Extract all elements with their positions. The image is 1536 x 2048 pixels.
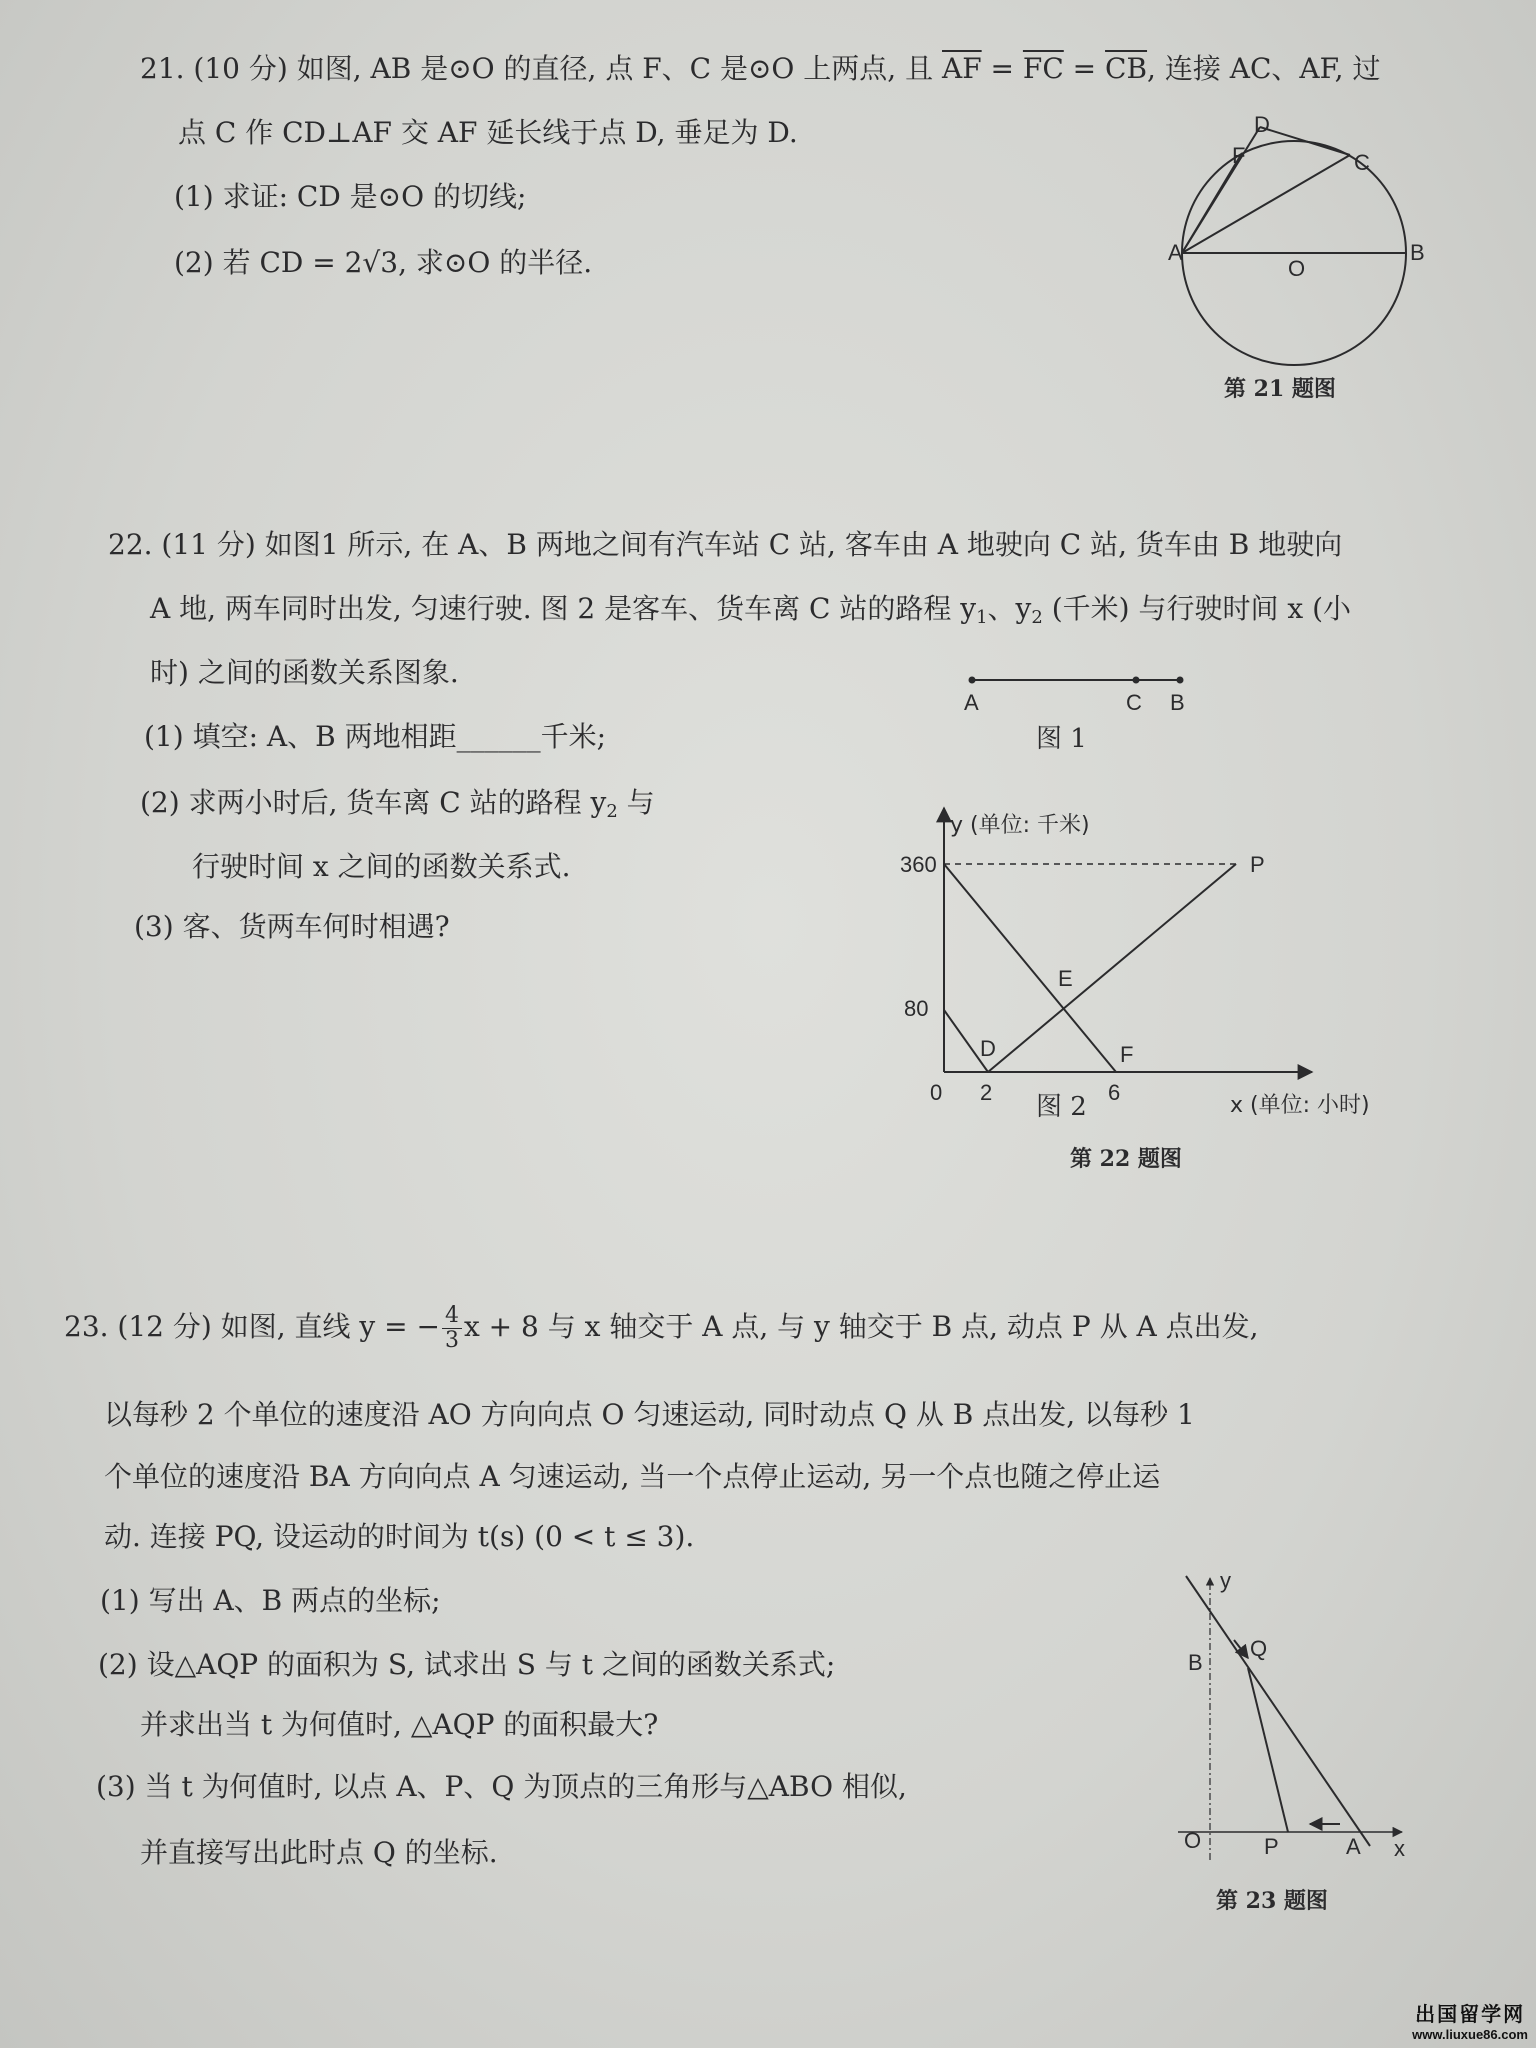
q22-line1: 22. (11 分) 如图1 所示, 在 A、B 两地之间有汽车站 C 站, 客车由 A 地驶向 C 站, 货车由 B 地驶向 <box>108 528 1343 561</box>
fig2-y-axis-label: y (单位: 千米) <box>950 813 1090 838</box>
q22-item2a: (2) 求两小时后, 货车离 C 站的路程 $y_2$ 与 <box>140 786 655 822</box>
fig2-tick-2: 2 <box>980 1080 993 1105</box>
label-c: C <box>1354 150 1370 175</box>
site-watermark <box>1412 1998 1528 2042</box>
segment-cd <box>1260 127 1350 155</box>
fraction-4-3: $\frac{4}{3}$ <box>442 1304 462 1353</box>
line-360-to-f <box>944 864 1116 1072</box>
point-a <box>969 677 976 684</box>
fig1-label-c: C <box>1126 690 1142 715</box>
fig2-label-d: D <box>980 1036 996 1061</box>
point-c <box>1133 677 1140 684</box>
q23-item1: (1) 写出 A、B 两点的坐标; <box>100 1584 441 1617</box>
q21-item2: (2) 若 CD = 2√3, 求⊙O 的半径. <box>174 246 593 279</box>
line-d-to-p <box>988 864 1236 1072</box>
q22-line3: 时) 之间的函数关系图象. <box>150 656 459 689</box>
q23-line1: 23. (12 分) 如图, 直线 y = − $\frac{4}{3}$ x + 8 与 x 轴交于 A 点, 与 y 轴交于 B 点, 动点 P 从 A 点出发, <box>64 1303 1259 1353</box>
label-o: O <box>1288 256 1306 281</box>
fig2-caption: 图 2 <box>1036 1092 1087 1122</box>
watermark-cn: 出国留学网 <box>1415 2004 1526 2026</box>
q23-label-p: P <box>1264 1834 1279 1859</box>
label-a: A <box>1168 240 1183 265</box>
q22-line2: A 地, 两车同时出发, 匀速行驶. 图 2 是客车、货车离 C 站的路程 $y_1$、$y_2$ (千米) 与行驶时间 x (小 <box>150 592 1351 628</box>
point-b <box>1177 677 1184 684</box>
q23-line2: 以每秒 2 个单位的速度沿 AO 方向向点 O 匀速运动, 同时动点 Q 从 B 点出发, 以每秒 1 <box>104 1398 1195 1431</box>
line-ab <box>1186 1576 1370 1846</box>
fig2-tick-6: 6 <box>1108 1080 1121 1105</box>
fig2-x-axis-label: x (单位: 小时) <box>1230 1093 1370 1118</box>
q23-label-o: O <box>1184 1828 1202 1853</box>
label-d: D <box>1254 112 1270 137</box>
fig1-label-b: B <box>1170 690 1185 715</box>
watermark-en: www.liuxue86.com <box>1412 2027 1528 2042</box>
q23-item2a: (2) 设△AQP 的面积为 S, 试求出 S 与 t 之间的函数关系式; <box>98 1648 836 1681</box>
q23-item3a: (3) 当 t 为何值时, 以点 A、P、Q 为顶点的三角形与△ABO 相似, <box>96 1770 907 1803</box>
fig2-tick-360: 360 <box>900 852 937 877</box>
fig2-tick-80: 80 <box>904 996 929 1021</box>
fig2-label-e: E <box>1058 966 1073 991</box>
q23-caption: 第 23 题图 <box>1216 1888 1328 1914</box>
label-f: F <box>1232 143 1246 168</box>
q23-line4: 动. 连接 PQ, 设运动的时间为 t(s) (0 < t ≤ 3). <box>104 1520 695 1553</box>
segment-ac <box>1182 155 1350 253</box>
q21-caption: 第 21 题图 <box>1224 376 1336 402</box>
q23-line3: 个单位的速度沿 BA 方向向点 A 匀速运动, 当一个点停止运动, 另一个点也随之停止运 <box>104 1460 1161 1493</box>
q23-label-q: Q <box>1250 1636 1268 1661</box>
fig1-label-a: A <box>964 690 979 715</box>
fig2-label-p: P <box>1250 852 1265 877</box>
q21-item1: (1) 求证: CD 是⊙O 的切线; <box>174 180 527 213</box>
q21-circle-diagram <box>1170 105 1430 375</box>
q23-item2b: 并求出当 t 为何值时, △AQP 的面积最大? <box>140 1708 659 1741</box>
q23-label-a: A <box>1346 1834 1361 1859</box>
q22-item1: (1) 填空: A、B 两地相距______千米; <box>144 720 607 753</box>
q23-label-x: x <box>1394 1836 1405 1861</box>
q21-line2: 点 C 作 CD⊥AF 交 AF 延长线于点 D, 垂足为 D. <box>178 116 798 149</box>
label-b: B <box>1410 240 1425 265</box>
fig2-tick-0: 0 <box>930 1080 943 1105</box>
q23-coordinate-diagram <box>1170 1570 1430 1870</box>
q22-item2b: 行驶时间 x 之间的函数关系式. <box>192 850 571 883</box>
fig2-label-f: F <box>1120 1042 1134 1067</box>
q23-item3b: 并直接写出此时点 Q 的坐标. <box>140 1836 498 1869</box>
q22-fig1-segment <box>960 670 1190 690</box>
segment-pq <box>1248 1668 1288 1832</box>
q22-item3: (3) 客、货两车何时相遇? <box>134 910 450 943</box>
q23-label-y: y <box>1220 1568 1231 1593</box>
q21-line1: 21. (10 分) 如图, AB 是⊙O 的直径, 点 F、C 是⊙O 上两点, 且 $\overline{AF} = \overline{FC} = \overline{CB}$, 连接 AC、AF, 过 <box>140 52 1381 85</box>
fig1-caption: 图 1 <box>1036 724 1087 754</box>
q23-label-b: B <box>1188 1650 1203 1675</box>
q22-caption: 第 22 题图 <box>1070 1146 1182 1172</box>
